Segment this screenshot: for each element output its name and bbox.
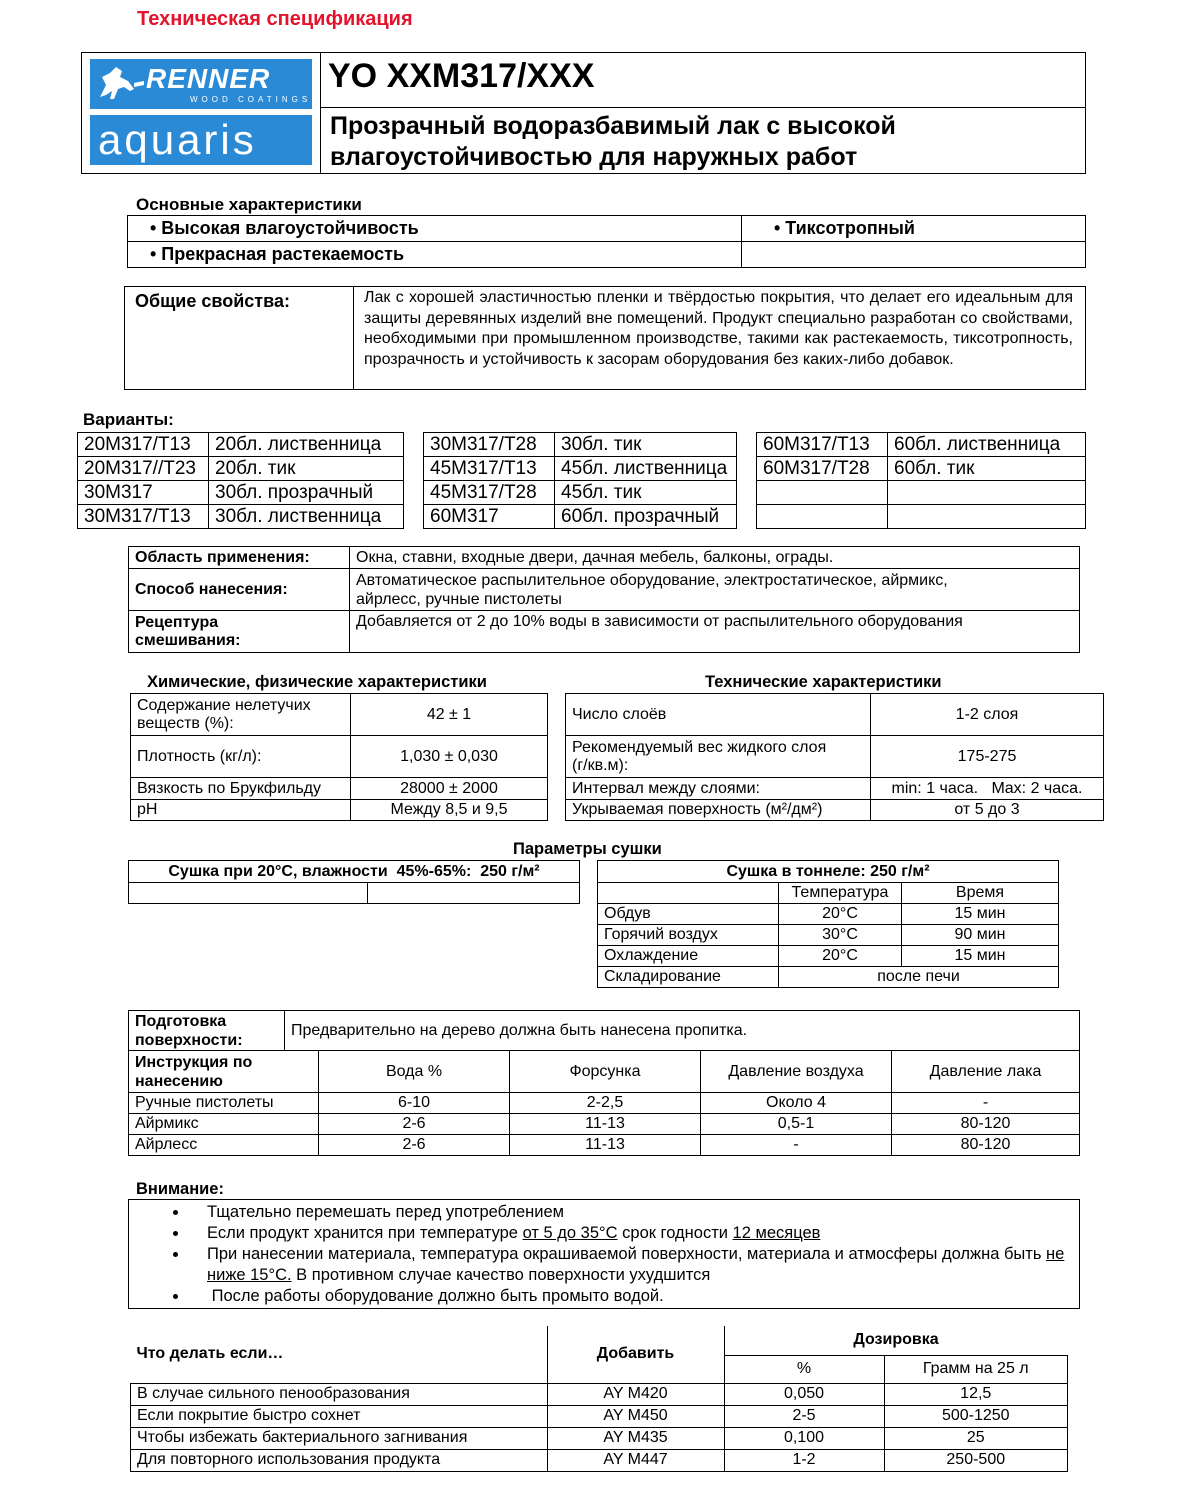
- variant-row: [757, 505, 1086, 529]
- chem-title: Химические, физические характеристики: [147, 673, 487, 691]
- product-header: [81, 52, 1086, 174]
- variant-name: 30бл. лиственница: [209, 505, 404, 529]
- drying-step: Обдув: [598, 904, 779, 925]
- variant-code: 20M317//T23: [78, 457, 209, 481]
- attention-item: • Тщательно перемешать перед употреблением: [189, 1202, 1079, 1223]
- todo-additive: AY M435: [547, 1427, 724, 1449]
- todo-table: [130, 1326, 1068, 1472]
- variant-code: 60M317: [424, 505, 555, 529]
- variant-row: [757, 481, 1086, 505]
- variant-name: 60бл. тик: [888, 457, 1086, 481]
- todo-gram: 500-1250: [884, 1405, 1068, 1427]
- instr-method: Айрмикс: [129, 1114, 319, 1135]
- instr-header: Вода %: [319, 1051, 510, 1093]
- variant-row: [424, 433, 737, 457]
- variant-code: 30M317/T13: [78, 505, 209, 529]
- method-value: Автоматическое распылительное оборудование, электростатическое, айрмикс, айрлесс, ручные пистолеты: [350, 569, 1080, 611]
- variant-row: [757, 457, 1086, 481]
- variant-row: [78, 481, 404, 505]
- instr-value: 2-6: [319, 1114, 510, 1135]
- chem-label: Содержание нелетучих веществ (%):: [131, 694, 351, 736]
- variant-name: 45бл. лиственница: [555, 457, 737, 481]
- instr-value: -: [701, 1135, 892, 1156]
- instr-header: Форсунка: [510, 1051, 701, 1093]
- instr-value: 11-13: [510, 1114, 701, 1135]
- general-properties-text: Лак с хорошей эластичностью пленки и твёрдостью покрытия, что делает его идеальным для защиты деревянных изделий вне помещений. Продукт специально разработан со свойствами, необходимыми при промышленном производстве, такими как растекаемость, тиксотропность, прозрачность и устойчивость к засорам оборудования без каких-либо добавок.: [354, 287, 1086, 390]
- feature-item: • Прекрасная растекаемость: [128, 242, 742, 268]
- drying-time: 90 мин: [902, 925, 1059, 946]
- temp-header: Температура: [779, 883, 902, 904]
- room-drying-table: [128, 860, 580, 904]
- instr-value: 0,5-1: [701, 1114, 892, 1135]
- todo-pct: 1-2: [724, 1449, 884, 1471]
- todo-add-label: Добавить: [547, 1326, 724, 1383]
- instr-method: Айрлесс: [129, 1135, 319, 1156]
- main-features-table: [127, 215, 1086, 268]
- attention-list: [129, 1202, 1079, 1307]
- todo-pct: 0,050: [724, 1383, 884, 1405]
- instr-value: Около 4: [701, 1093, 892, 1114]
- drying-title: Параметры сушки: [513, 840, 662, 858]
- time-header: Время: [902, 883, 1059, 904]
- variant-name: 60бл. прозрачный: [555, 505, 737, 529]
- variants-table-1: [77, 432, 404, 529]
- application-table: [128, 546, 1080, 653]
- weight-label: Рекомендуемый вес жидкого слоя (г/кв.м):: [566, 736, 871, 778]
- instr-value: 80-120: [892, 1114, 1080, 1135]
- variant-code: 20M317/T13: [78, 433, 209, 457]
- variant-code: 60M317/T28: [757, 457, 888, 481]
- instr-value: 2-2,5: [510, 1093, 701, 1114]
- variants-title: Варианты:: [83, 410, 174, 429]
- logo-column: [82, 53, 321, 173]
- todo-row: [131, 1405, 1068, 1427]
- todo-additive: AY M420: [547, 1383, 724, 1405]
- preparation-table: [128, 1010, 1080, 1051]
- todo-gram: 25: [884, 1427, 1068, 1449]
- instr-header: Давление лака: [892, 1051, 1080, 1093]
- drying-step: Горячий воздух: [598, 925, 779, 946]
- chem-value: 42 ± 1: [351, 694, 548, 736]
- aquaris-logo: [90, 115, 312, 165]
- variant-name: [888, 481, 1086, 505]
- chem-label: pH: [131, 800, 351, 821]
- drying-temp: 20°C: [779, 904, 902, 925]
- chem-table: [130, 693, 548, 821]
- variant-code: 30M317: [78, 481, 209, 505]
- todo-case: Для повторного использования продукта: [131, 1449, 548, 1471]
- recipe-label: Рецептура смешивания:: [129, 611, 350, 653]
- todo-pct: 2-5: [724, 1405, 884, 1427]
- todo-case: Чтобы избежать бактериального загнивания: [131, 1427, 548, 1449]
- feature-item: • Высокая влагоустойчивость: [128, 216, 742, 242]
- variants-table-2: [423, 432, 737, 529]
- storage-value: после печи: [779, 967, 1059, 988]
- variant-code: 45M317/T28: [424, 481, 555, 505]
- prep-label: Подготовка поверхности:: [129, 1011, 285, 1051]
- instr-method: Ручные пистолеты: [129, 1093, 319, 1114]
- weight-value: 175-275: [871, 736, 1104, 778]
- attention-item: • Если продукт хранится при температуре от 5 до 35°C срок годности 12 месяцев: [189, 1223, 1079, 1244]
- instr-row: [129, 1135, 1080, 1156]
- coverage-value: от 5 до 3: [871, 800, 1104, 821]
- tech-table: [565, 693, 1104, 821]
- variant-name: 20бл. тик: [209, 457, 404, 481]
- todo-gram: 12,5: [884, 1383, 1068, 1405]
- chem-label: Плотность (кг/л):: [131, 736, 351, 778]
- method-label: Способ нанесения:: [129, 569, 350, 611]
- variant-code: 60M317/T13: [757, 433, 888, 457]
- todo-case: В случае сильного пенообразования: [131, 1383, 548, 1405]
- interval-label: Интервал между слоями:: [566, 778, 871, 800]
- drying-step: Охлаждение: [598, 946, 779, 967]
- variant-name: 30бл. тик: [555, 433, 737, 457]
- todo-what-label: Что делать если…: [131, 1326, 548, 1383]
- general-properties-table: [124, 286, 1086, 390]
- todo-pct: 0,100: [724, 1427, 884, 1449]
- area-value: Окна, ставни, входные двери, дачная мебель, балконы, ограды.: [350, 547, 1080, 569]
- general-properties-label: Общие свойства:: [125, 287, 354, 390]
- variant-row: [424, 505, 737, 529]
- attention-item: • При нанесении материала, температура окрашиваемой поверхности, материала и атмосферы должна быть не ниже 15°C. В противном случае качество поверхности ухудшится: [189, 1244, 1079, 1286]
- instr-value: 2-6: [319, 1135, 510, 1156]
- tech-title: Технические характеристики: [705, 673, 942, 691]
- document-label: Техническая спецификация: [137, 8, 413, 30]
- room-drying-title: Сушка при 20°C, влажности 45%-65%: 250 г/м²: [129, 861, 580, 883]
- interval-value: min: 1 часа. Max: 2 часа.: [871, 778, 1104, 800]
- todo-gram-label: Грамм на 25 л: [884, 1355, 1068, 1383]
- instr-row: [129, 1093, 1080, 1114]
- tunnel-drying-title: Сушка в тоннеле: 250 г/м²: [598, 861, 1059, 883]
- variant-name: 30бл. прозрачный: [209, 481, 404, 505]
- variant-row: [424, 481, 737, 505]
- sub-brand-name: aquaris: [98, 116, 257, 163]
- todo-dose-label: Дозировка: [724, 1326, 1068, 1355]
- instr-value: -: [892, 1093, 1080, 1114]
- layers-label: Число слоёв: [566, 694, 871, 736]
- todo-row: [131, 1427, 1068, 1449]
- chem-label: Вязкость по Брукфильду: [131, 778, 351, 800]
- variant-name: 45бл. тик: [555, 481, 737, 505]
- instr-value: 80-120: [892, 1135, 1080, 1156]
- todo-additive: AY M447: [547, 1449, 724, 1471]
- variant-name: 20бл. лиственница: [209, 433, 404, 457]
- todo-additive: AY M450: [547, 1405, 724, 1427]
- drying-time: 15 мин: [902, 904, 1059, 925]
- product-description: Прозрачный водоразбавимый лак с высокой влагоустойчивостью для наружных работ: [330, 112, 896, 171]
- product-code: YO XXM317/XXX: [328, 57, 595, 95]
- instr-header: Давление воздуха: [701, 1051, 892, 1093]
- variant-row: [78, 433, 404, 457]
- instruction-table: [128, 1050, 1080, 1156]
- coverage-label: Укрываемая поверхность (м²/дм²): [566, 800, 871, 821]
- variant-code: [757, 505, 888, 529]
- drying-temp: 20°C: [779, 946, 902, 967]
- todo-case: Если покрытие быстро сохнет: [131, 1405, 548, 1427]
- instr-value: 6-10: [319, 1093, 510, 1114]
- chem-value: 1,030 ± 0,030: [351, 736, 548, 778]
- todo-row: [131, 1449, 1068, 1471]
- layers-value: 1-2 слоя: [871, 694, 1104, 736]
- variant-code: [757, 481, 888, 505]
- recipe-value: Добавляется от 2 до 10% воды в зависимости от распылительного оборудования: [350, 611, 1080, 653]
- variant-code: 30M317/T28: [424, 433, 555, 457]
- drying-time: 15 мин: [902, 946, 1059, 967]
- todo-gram: 250-500: [884, 1449, 1068, 1471]
- brand-subtitle: WOOD COATINGS: [190, 95, 312, 104]
- drying-temp: 30°C: [779, 925, 902, 946]
- renner-logo: [90, 59, 312, 109]
- instr-row: [129, 1114, 1080, 1135]
- instr-label: Инструкция по нанесению: [129, 1051, 319, 1093]
- feature-item: • Тиксотропный: [742, 216, 1086, 242]
- variant-row: [424, 457, 737, 481]
- todo-row: [131, 1383, 1068, 1405]
- instr-value: 11-13: [510, 1135, 701, 1156]
- tunnel-drying-table: [597, 860, 1059, 988]
- variant-name: 60бл. лиственница: [888, 433, 1086, 457]
- area-label: Область применения:: [129, 547, 350, 569]
- todo-pct-label: %: [724, 1355, 884, 1383]
- attention-title: Внимание:: [136, 1180, 224, 1198]
- variant-row: [78, 505, 404, 529]
- chem-value: 28000 ± 2000: [351, 778, 548, 800]
- variant-row: [78, 457, 404, 481]
- attention-box: [128, 1199, 1080, 1309]
- brand-name: RENNER: [146, 63, 271, 94]
- variant-name: [888, 505, 1086, 529]
- attention-item: • После работы оборудование должно быть промыто водой.: [189, 1286, 1079, 1307]
- chem-value: Между 8,5 и 9,5: [351, 800, 548, 821]
- storage-label: Складирование: [598, 967, 779, 988]
- prep-value: Предварительно на дерево должна быть нанесена пропитка.: [285, 1011, 1080, 1051]
- variants-table-3: [756, 432, 1086, 529]
- variant-row: [757, 433, 1086, 457]
- main-features-title: Основные характеристики: [136, 195, 362, 214]
- variant-code: 45M317/T13: [424, 457, 555, 481]
